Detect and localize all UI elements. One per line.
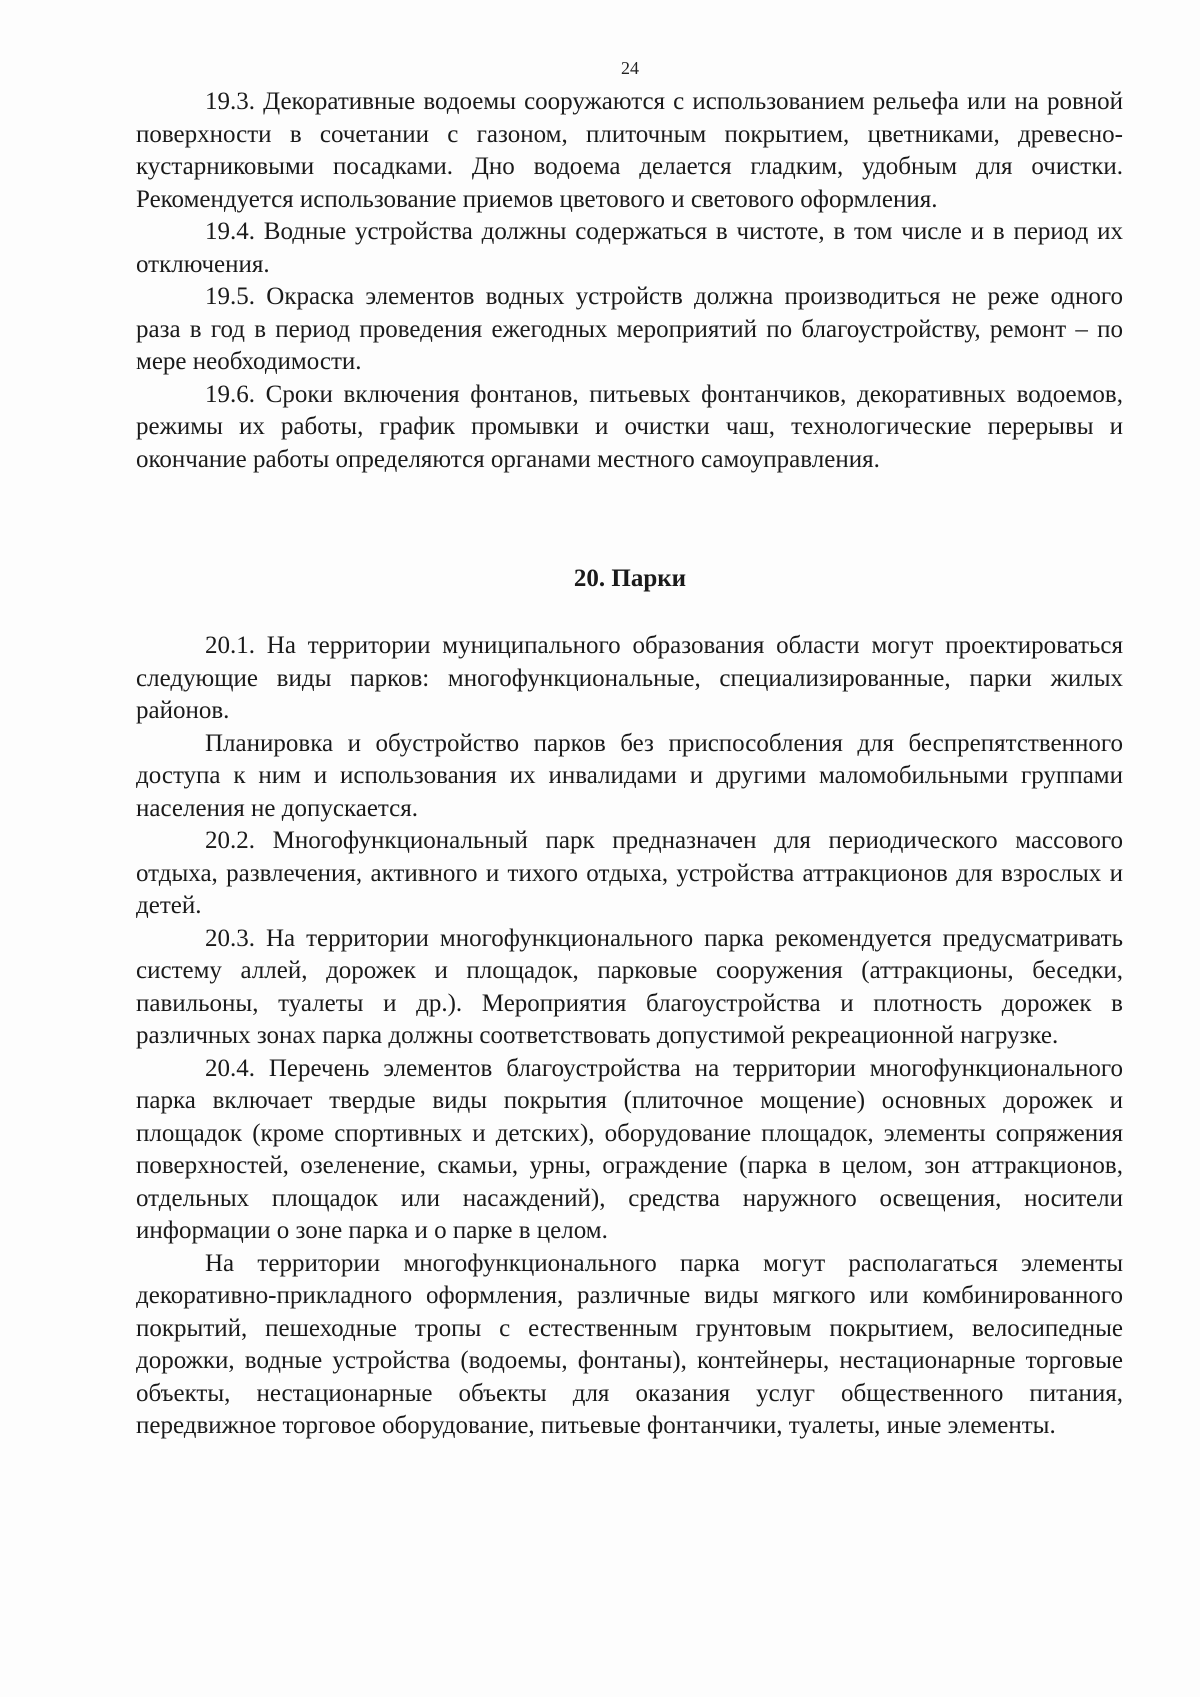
paragraph-19-6: 19.6. Сроки включения фонтанов, питьевых фонтанчиков, декоративных водоемов, режимы их работы, график промывки и очистки чаш, технологические перерывы и окончание работы определяются органами местного самоуправления. — [136, 380, 1123, 473]
page-number: 24 — [621, 58, 639, 78]
paragraph-20-4: 20.4. Перечень элементов благоустройства на территории многофункционального парка включает твердые виды покрытия (плиточное мощение) основных дорожек и площадок (кроме спортивных и детских), оборудование площадок, элементы сопряжения поверхностей, озеленение, скамьи, урны, ограждение (парка в целом, зон аттракционов, отдельных площадок или насаждений), средства наружного освещения, носители информации о зоне парка и о парке в целом. — [136, 1054, 1123, 1244]
section-20-heading: 20. Парки — [573, 565, 687, 592]
paragraph-20-4-additional: На территории многофункционального парка могут располагаться элементы декоративно-прикладного оформления, различные виды мягкого или комбинированного покрытий, пешеходные тропы с естественным грунтовым покрытием, велосипедные дорожки, водные устройства (водоемы, фонтаны), контейнеры, нестационарные торговые объекты, нестационарные объекты для оказания услуг общественного питания, передвижное торговое оборудование, питьевые фонтанчики, туалеты, иные элементы. — [136, 1249, 1123, 1439]
section-20-body — [136, 630, 1123, 1443]
paragraph-19-4: 19.4. Водные устройства должны содержаться в чистоте, в том числе и в период их отключения. — [136, 218, 1123, 278]
paragraph-20-2: 20.2. Многофункциональный парк предназначен для периодического массового отдыха, развлечения, активного и тихого отдыха, устройства аттракционов для взрослых и детей. — [136, 827, 1123, 919]
paragraph-20-1-accessibility: Планировка и обустройство парков без приспособления для беспрепятственного доступа к ним и использования их инвалидами и другими маломобильными группами населения не допускается. — [136, 729, 1123, 822]
paragraph-20-1: 20.1. На территории муниципального образования области могут проектироваться следующие виды парков: многофункциональные, специализированные, парки жилых районов. — [136, 632, 1123, 724]
paragraph-19-3: 19.3. Декоративные водоемы сооружаются с использованием рельефа или на ровной поверхности в сочетании с газоном, плиточным покрытием, цветниками, древесно-кустарниковыми посадками. Дно водоема делается гладким, удобным для очистки. Рекомендуется использование приемов цветового и светового оформления. — [136, 88, 1123, 213]
paragraph-20-3: 20.3. На территории многофункционального парка рекомендуется предусматривать систему аллей, дорожек и площадок, парковые сооружения (аттракционы, беседки, павильоны, туалеты и др.). Мероприятия благоустройства и плотность дорожек в различных зонах парка должны соответствовать допустимой рекреационной нагрузке. — [136, 924, 1123, 1049]
section-19-body — [136, 86, 1123, 476]
paragraph-19-5: 19.5. Окраска элементов водных устройств должна производиться не реже одного раза в год в период проведения ежегодных мероприятий по благоустройству, ремонт – по мере необходимости. — [136, 283, 1123, 375]
